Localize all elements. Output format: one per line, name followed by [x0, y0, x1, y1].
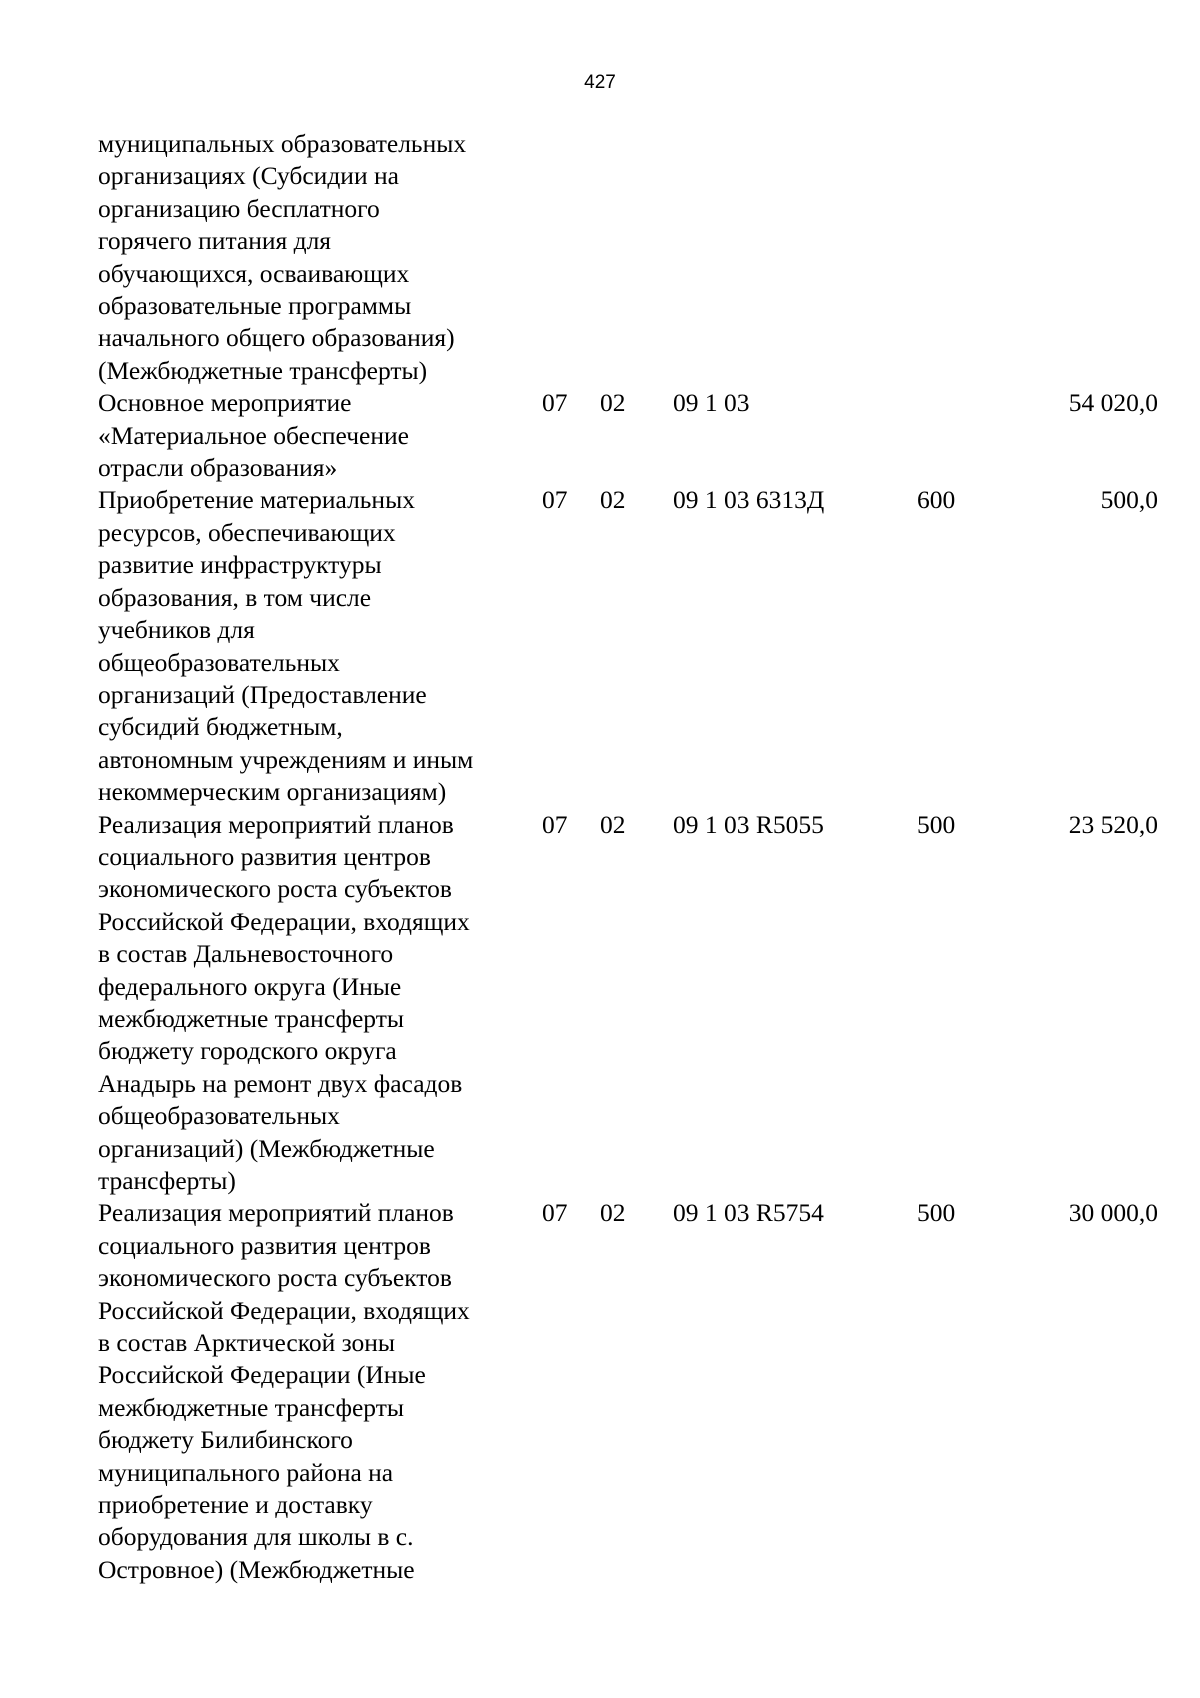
row-name-line: Реализация мероприятий планов [98, 809, 454, 839]
row-name-cell [98, 1197, 538, 1586]
target-article-cell: 09 1 03 R5055 [673, 809, 824, 839]
amount-cell: 54 020,0 [1068, 388, 1158, 418]
subsection-code-cell: 02 [600, 809, 626, 839]
amount-cell: 30 000,0 [1068, 1198, 1158, 1228]
row-name-line: экономического роста субъектов [98, 1263, 452, 1293]
row-name-line: Российской Федерации, входящих [98, 1295, 470, 1325]
row-name-line: «Материальное обеспечение [98, 420, 409, 450]
row-name-line: бюджету Билибинского [98, 1425, 353, 1455]
row-name-line: организациях (Субсидии на [98, 161, 399, 191]
row-name-line: Островное) (Межбюджетные [98, 1554, 415, 1584]
row-name-line: отрасли образования» [98, 453, 338, 483]
row-name-line: в состав Арктической зоны [98, 1328, 396, 1358]
row-name-line: Основное мероприятие [98, 388, 352, 418]
row-name-line: общеобразовательных [98, 1101, 340, 1131]
row-name-line: социального развития центров [98, 1230, 431, 1260]
row-name-line: межбюджетные трансферты [98, 1392, 404, 1422]
table-row [98, 128, 1158, 387]
row-name-line: учебников для [98, 615, 255, 645]
row-name-line: обучающихся, осваивающих [98, 258, 410, 288]
row-name-line: организацию бесплатного [98, 193, 380, 223]
row-name-line: образования, в том числе [98, 582, 372, 612]
section-code-cell: 07 [542, 388, 568, 418]
row-name-line: субсидий бюджетным, [98, 712, 343, 742]
amount-cell: 23 520,0 [1068, 809, 1158, 839]
row-name-line: трансферты) [98, 1166, 236, 1195]
row-name-line: Реализация мероприятий планов [98, 1198, 454, 1228]
table-row [98, 1197, 1158, 1586]
row-name-line: образовательные программы [98, 291, 412, 321]
section-code-cell: 07 [542, 1198, 568, 1228]
row-name-cell [98, 484, 538, 808]
row-name-line: Приобретение материальных [98, 485, 415, 515]
row-name-line: социального развития центров [98, 841, 431, 871]
table-row [98, 484, 1158, 808]
row-name-line: (Межбюджетные трансферты) [98, 355, 428, 385]
row-name-line: оборудования для школы в с. [98, 1522, 414, 1552]
row-name-line: муниципального района на [98, 1457, 394, 1487]
row-name-line: общеобразовательных [98, 647, 340, 677]
subsection-code-cell: 02 [600, 1198, 626, 1228]
page-number: 427 [584, 72, 616, 93]
row-name-line: автономным учреждениям и иным [98, 744, 474, 774]
table-row [98, 809, 1158, 1198]
row-name-line: горячего питания для [98, 226, 332, 256]
row-name-line: федерального округа (Иные [98, 971, 402, 1001]
target-article-cell: 09 1 03 [673, 388, 750, 418]
row-name-line: в состав Дальневосточного [98, 939, 394, 969]
row-name-line: Российской Федерации (Иные [98, 1360, 426, 1390]
table-row [98, 387, 1158, 484]
row-name-cell [98, 128, 538, 387]
target-article-cell: 09 1 03 6313Д [673, 485, 825, 515]
section-code-cell: 07 [542, 485, 568, 515]
row-name-line: некоммерческим организациям) [98, 777, 447, 807]
row-name-line: начального общего образования) [98, 323, 455, 353]
row-name-line: развитие инфраструктуры [98, 550, 382, 580]
expense-type-cell: 500 [917, 809, 956, 839]
subsection-code-cell: 02 [600, 388, 626, 418]
expense-type-cell: 500 [917, 1198, 956, 1228]
row-name-line: ресурсов, обеспечивающих [98, 517, 396, 547]
expense-type-cell: 600 [917, 485, 956, 515]
row-name-line: приобретение и доставку [98, 1490, 373, 1520]
row-name-line: муниципальных образовательных [98, 129, 467, 158]
section-code-cell: 07 [542, 809, 568, 839]
subsection-code-cell: 02 [600, 485, 626, 515]
row-name-line: экономического роста субъектов [98, 874, 452, 904]
amount-cell: 500,0 [1100, 485, 1158, 515]
row-name-line: организаций) (Межбюджетные [98, 1133, 435, 1163]
row-name-cell [98, 387, 538, 484]
row-name-cell [98, 809, 538, 1198]
row-name-line: Российской Федерации, входящих [98, 906, 470, 936]
row-name-line: Анадырь на ремонт двух фасадов [98, 1068, 463, 1098]
row-name-line: бюджету городского округа [98, 1036, 397, 1066]
row-name-line: организаций (Предоставление [98, 679, 427, 709]
row-name-line: межбюджетные трансферты [98, 1003, 404, 1033]
target-article-cell: 09 1 03 R5754 [673, 1198, 824, 1228]
budget-table [98, 128, 1158, 1586]
